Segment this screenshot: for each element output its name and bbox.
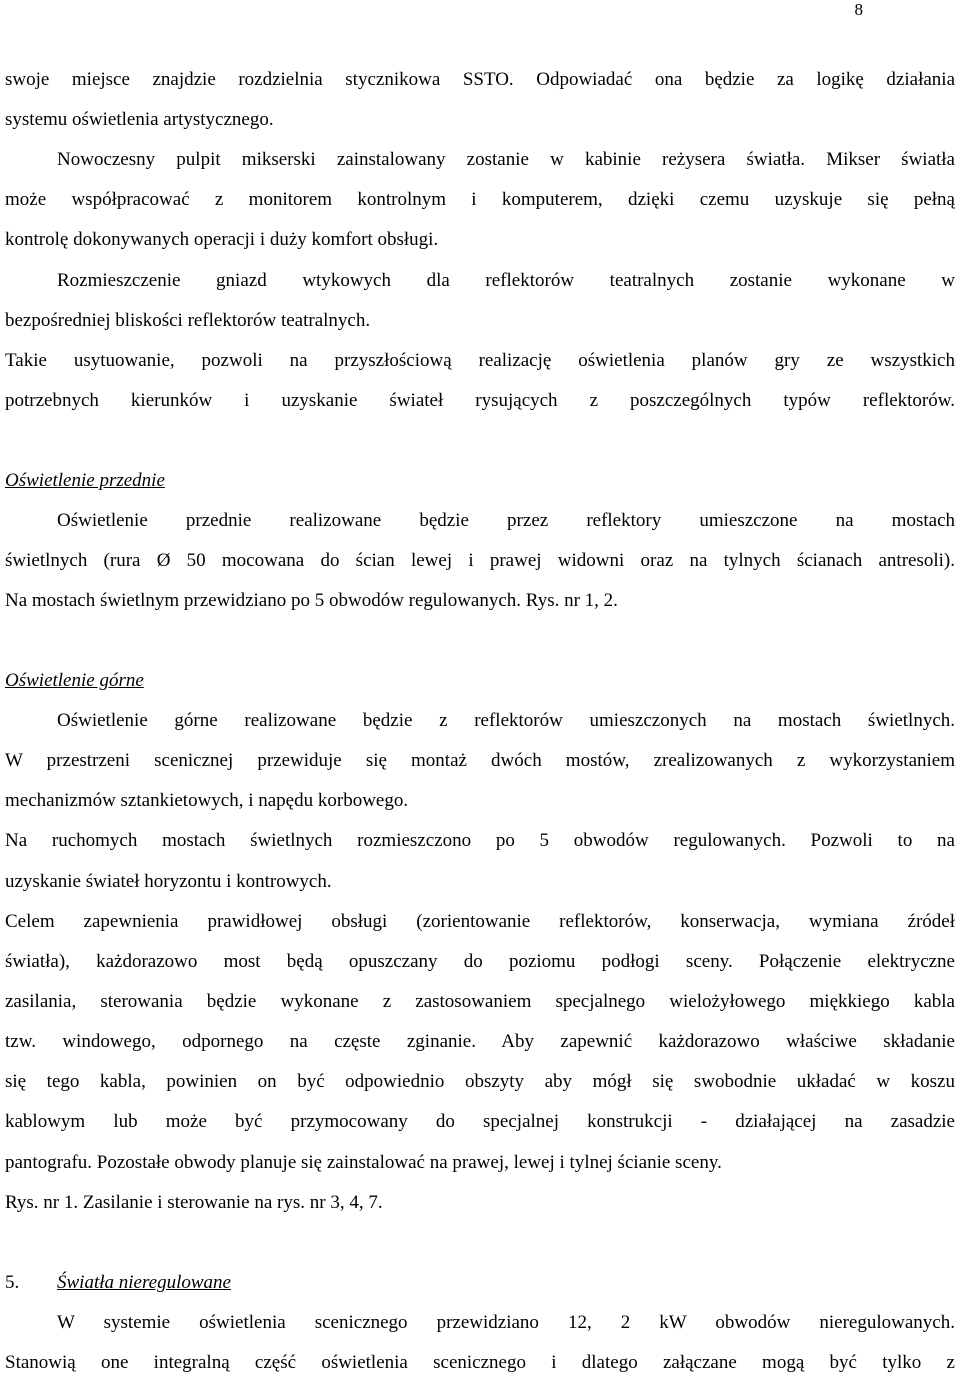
paragraph-line: Oświetlenie górne realizowane będzie z reflektorów umieszczonych na mostach świetlnych. <box>57 710 955 731</box>
page-number: 8 <box>854 0 863 19</box>
paragraph-line: Rozmieszczenie gniazd wtykowych dla reflektorów teatralnych zostanie wykonane w <box>57 270 955 291</box>
section-heading-5 <box>5 1263 955 1303</box>
paragraph-line: uzyskanie świateł horyzontu i kontrowych. <box>5 871 332 892</box>
paragraph-line: Na ruchomych mostach świetlnych rozmieszczono po 5 obwodów regulowanych. Pozwoli to na <box>5 830 955 851</box>
paragraph-line: Stanowią one integralną część oświetlenia scenicznego i dlatego załączane mogą być tylko z <box>5 1352 955 1373</box>
paragraph-line: światła), każdorazowo most będą opuszczany do poziomu podłogi sceny. Połączenie elektryczne <box>5 951 955 972</box>
section-heading-top <box>5 661 955 701</box>
paragraph-line: zasilania, sterowania będzie wykonane z zastosowaniem specjalnego wielożyłowego miękkiego kabla <box>5 991 955 1012</box>
paragraph-line: swoje miejsce znajdzie rozdzielnia stycznikowa SSTO. Odpowiadać ona będzie za logikę działania <box>5 69 955 90</box>
paragraph-line: się tego kabla, powinien on być odpowiednio obszyty aby mógł się swobodnie układać w koszu <box>5 1071 955 1092</box>
paragraph-line: świetlnych (rura Ø 50 mocowana do ścian lewej i prawej widowni oraz na tylnych ścianach antresoli). <box>5 550 955 571</box>
paragraph-line: Takie usytuowanie, pozwoli na przyszłościową realizację oświetlenia planów gry ze wszystkich <box>5 350 955 371</box>
paragraph-line: Oświetlenie przednie realizowane będzie przez reflektory umieszczone na mostach <box>57 510 955 531</box>
paragraph-line: potrzebnych kierunków i uzyskanie świateł rysujących z poszczególnych typów reflektorów. <box>5 390 955 411</box>
paragraph-line: Nowoczesny pulpit mikserski zainstalowany zostanie w kabinie reżysera światła. Mikser światła <box>57 149 955 170</box>
paragraph-line: systemu oświetlenia artystycznego. <box>5 109 274 130</box>
paragraph-line: W przestrzeni scenicznej przewiduje się montaż dwóch mostów, zrealizowanych z wykorzystaniem <box>5 750 955 771</box>
paragraph-line: Na mostach świetlnym przewidziano po 5 obwodów regulowanych. Rys. nr 1, 2. <box>5 590 618 611</box>
paragraph-line: bezpośredniej bliskości reflektorów teatralnych. <box>5 310 371 331</box>
section-number: 5. <box>5 1272 20 1293</box>
paragraph-line: pantografu. Pozostałe obwody planuje się zainstalować na prawej, lewej i tylnej ścianie sceny. <box>5 1152 722 1173</box>
paragraph-line: W systemie oświetlenia scenicznego przewidziano 12, 2 kW obwodów nieregulowanych. <box>57 1312 955 1333</box>
paragraph-line: mechanizmów sztankietowych, i napędu korbowego. <box>5 790 409 811</box>
section-heading-front <box>5 461 955 501</box>
paragraph-line: Celem zapewnienia prawidłowej obsługi (zorientowanie reflektorów, konserwacja, wymiana źródeł <box>5 911 955 932</box>
heading-text: Światła nieregulowane <box>57 1272 231 1293</box>
paragraph-line: może współpracować z monitorem kontrolnym i komputerem, dzięki czemu uzyskuje się pełną <box>5 189 955 210</box>
paragraph-line: kontrolę dokonywanych operacji i duży komfort obsługi. <box>5 229 439 250</box>
paragraph-line: tzw. windowego, odpornego na częste zginanie. Aby zapewnić każdorazowo właściwe składanie <box>5 1031 955 1052</box>
paragraph-line: kablowym lub może być przymocowany do specjalnej konstrukcji - działającej na zasadzie <box>5 1111 955 1132</box>
heading-text: Oświetlenie przednie <box>5 470 165 491</box>
heading-text: Oświetlenie górne <box>5 670 144 691</box>
paragraph-line: Rys. nr 1. Zasilanie i sterowanie na rys. nr 3, 4, 7. <box>5 1192 383 1213</box>
